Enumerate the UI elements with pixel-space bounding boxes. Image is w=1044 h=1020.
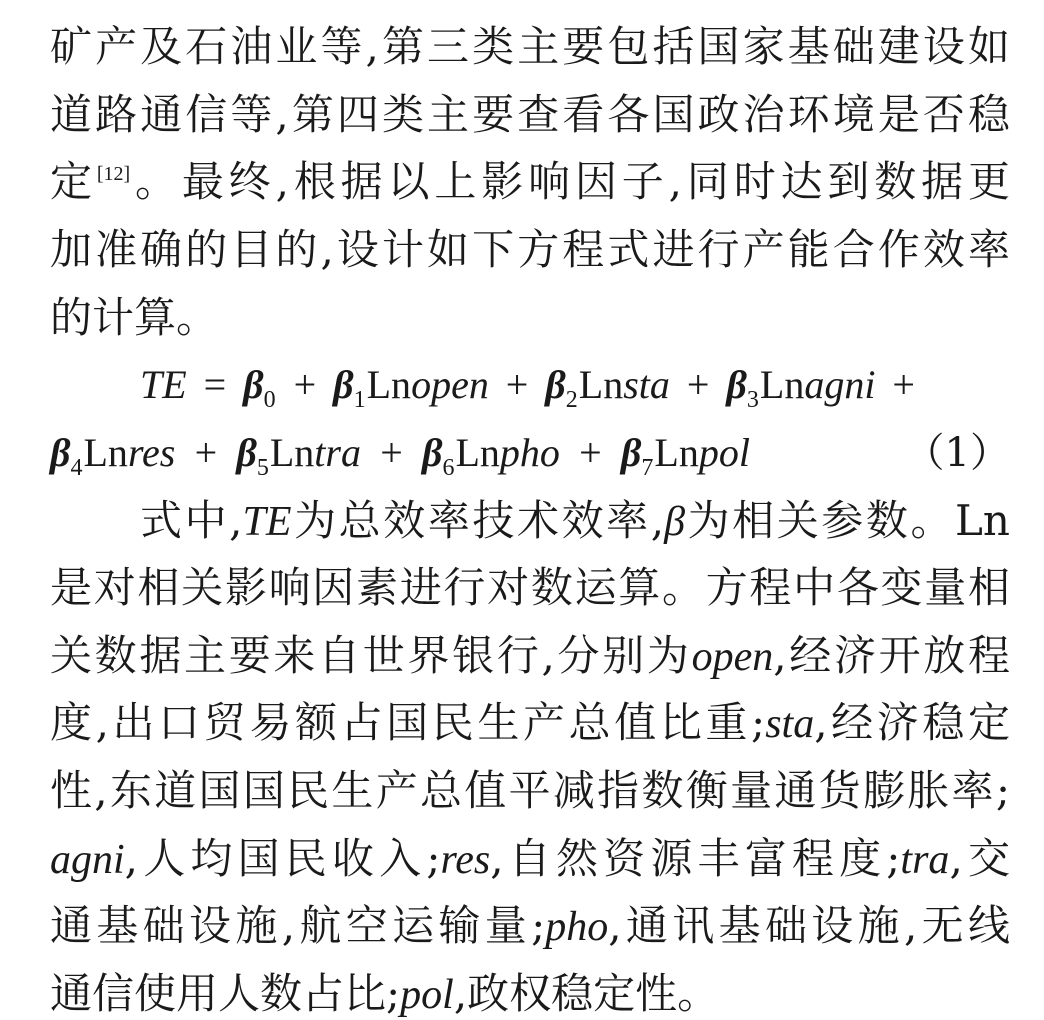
citation-superscript: [12] <box>96 163 131 185</box>
text-segment: ,自然资源丰富程度; <box>490 835 901 883</box>
text-line: 加准确的目的,设计如下方程式进行产能合作效率 <box>50 226 1010 274</box>
text-segment: ,经济稳定 <box>814 699 1010 747</box>
text-segment: 为总效率技术效率, <box>291 497 665 545</box>
inline-variable: β <box>664 499 685 545</box>
inline-variable: agni <box>50 837 125 883</box>
text-segment: 式中, <box>140 497 243 545</box>
plus-sign: + <box>194 430 218 475</box>
variable-name: tra <box>314 430 361 475</box>
equation-number: （1） <box>904 430 1010 476</box>
text-line: 道路通信等,第四类主要查看各国政治环境是否稳 <box>50 91 1010 139</box>
text-line <box>50 767 1010 815</box>
variable-name: sta <box>623 362 670 407</box>
text-segment: 关数据主要来自世界银行,分别为 <box>50 632 692 680</box>
beta-coefficient: β <box>726 362 747 407</box>
text-line <box>50 835 1010 883</box>
text-line <box>50 902 1010 950</box>
text-segment: 度,出口贸易额占国民生产总值比重; <box>50 699 766 747</box>
variable-name: agni <box>804 362 876 407</box>
beta-coefficient: β <box>545 362 566 407</box>
inline-variable: res <box>440 837 491 883</box>
text-segment: 。最终,根据以上影响因子,同时达到数据更 <box>130 158 1010 206</box>
beta-coefficient: β <box>333 362 354 407</box>
text-segment: ,交 <box>949 835 1010 883</box>
equation-lhs: TE <box>140 362 187 407</box>
variable-name: pho <box>499 430 560 475</box>
ln-operator: Ln <box>366 362 412 407</box>
text-segment: ,政权稳定性。 <box>453 970 720 1018</box>
variable-name: res <box>127 430 176 475</box>
plus-sign: + <box>293 362 317 407</box>
text-segment: 性,东道国国民生产总值平减指数衡量通货膨胀率; <box>50 767 1010 815</box>
inline-variable: open <box>691 634 774 680</box>
ln-operator: Ln <box>654 430 699 475</box>
inline-variable: tra <box>900 837 950 883</box>
equation-term: β 0 <box>243 362 276 413</box>
plus-sign: + <box>380 430 403 475</box>
equals-sign: = <box>203 362 227 407</box>
equation-term: β 5 Ln tra <box>236 430 361 481</box>
variable-name: pol <box>698 430 750 475</box>
beta-coefficient: β <box>421 430 443 475</box>
equation-line-2 <box>50 429 1010 481</box>
text-segment: 定 <box>50 158 97 206</box>
text-segment: 通基础设施,航空运输量; <box>50 902 546 950</box>
beta-coefficient: β <box>50 430 71 475</box>
inline-variable: sta <box>765 701 815 747</box>
equation-term: β 7 Ln pol <box>620 430 750 481</box>
inline-variable: pol <box>400 972 454 1018</box>
equation-term: β 6 Ln pho <box>421 430 560 481</box>
equation-term: β 1 Ln open <box>333 362 489 413</box>
ln-operator: Ln <box>759 362 805 407</box>
text-segment: ,经济开放程 <box>773 632 1010 680</box>
text-line: 矿产及石油业等,第三类主要包括国家基础建设如 <box>50 23 1010 71</box>
equation-terms <box>50 429 750 481</box>
text-segment: 为相关参数。Ln <box>685 497 1010 545</box>
plus-sign: + <box>686 362 710 407</box>
text-segment: ,人均国民收入; <box>124 835 441 883</box>
inline-variable: TE <box>242 499 292 545</box>
beta-coefficient: β <box>243 362 264 407</box>
ln-operator: Ln <box>83 430 128 475</box>
equation-line-1 <box>140 361 915 413</box>
text-line-with-citation <box>50 158 1010 206</box>
variable-name: open <box>411 362 489 407</box>
equation-term: β 3 Ln agni <box>726 362 876 413</box>
equation-term: β 2 Ln sta <box>545 362 670 413</box>
plus-sign: + <box>505 362 529 407</box>
text-segment: 通信使用人数占比; <box>50 970 401 1018</box>
text-line <box>50 970 1010 1018</box>
ln-operator: Ln <box>455 430 500 475</box>
equation-term: β 4 Ln res <box>50 430 176 481</box>
ln-operator: Ln <box>269 430 315 475</box>
beta-coefficient: β <box>236 430 257 475</box>
text-segment: 是对相关影响因素进行对数运算。方程中各变量相 <box>50 564 1010 612</box>
text-line <box>140 497 1010 545</box>
text-line <box>50 632 1010 680</box>
ln-operator: Ln <box>578 362 624 407</box>
text-line: 的计算。 <box>50 294 219 342</box>
text-line <box>50 699 1010 747</box>
text-segment: ,通讯基础设施,无线 <box>608 902 1010 950</box>
plus-sign: + <box>892 362 915 407</box>
inline-variable: pho <box>545 904 609 950</box>
plus-sign: + <box>579 430 602 475</box>
text-line <box>50 564 1010 612</box>
beta-coefficient: β <box>620 430 642 475</box>
